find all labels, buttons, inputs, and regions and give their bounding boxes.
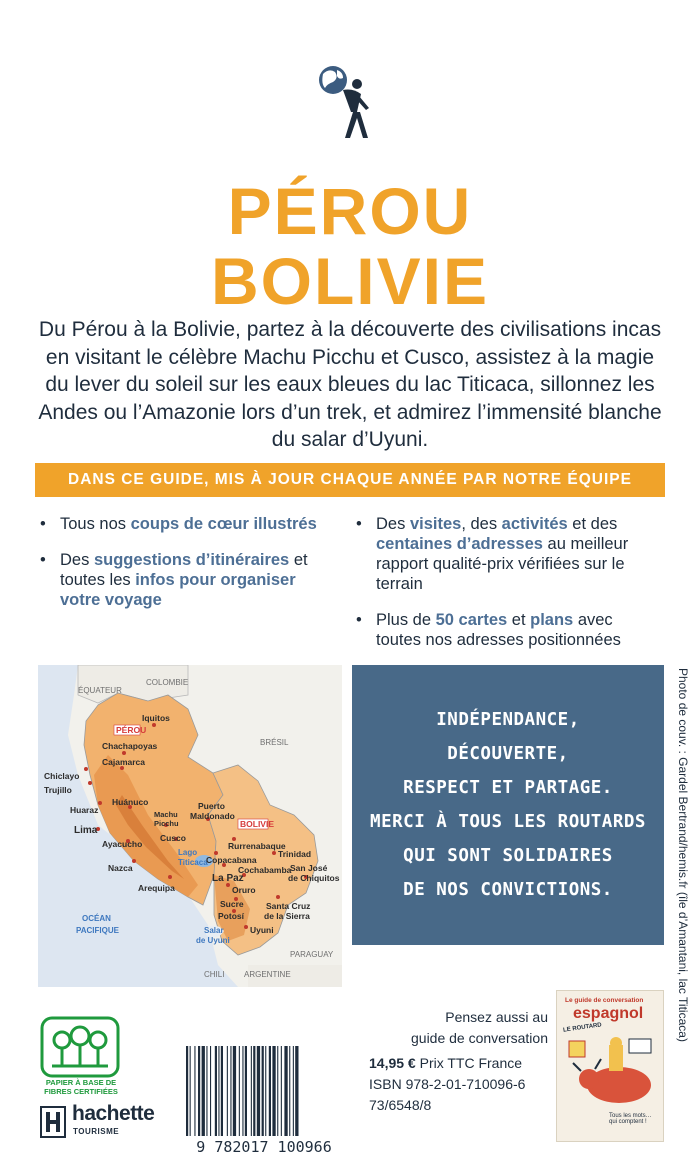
feature-text: , des	[461, 515, 502, 533]
product-code: 73/6548/8	[369, 1097, 432, 1113]
map-city-nazca: Nazca	[108, 863, 133, 873]
map-city-la-paz: La Paz	[212, 873, 244, 884]
feature-highlight: visites	[409, 515, 462, 533]
map-city-cajamarca: Cajamarca	[102, 757, 146, 767]
map-label-pacific: PACIFIQUE	[76, 926, 119, 935]
barcode-bar	[198, 1046, 200, 1136]
map-city-sierra: de la Sierra	[264, 911, 310, 921]
map-city-maldonado: Maldonado	[190, 811, 235, 821]
map-label-lago: Lago	[178, 848, 198, 857]
barcode-bar	[281, 1046, 282, 1136]
map-city-rurrenabaque: Rurrenabaque	[228, 841, 286, 851]
barcode-bar	[277, 1046, 278, 1136]
barcode-bar	[206, 1046, 207, 1136]
feature-highlight: 50 cartes	[435, 611, 508, 629]
map-city-cochabamba: Cochabamba	[238, 865, 292, 875]
barcode-bar	[293, 1046, 294, 1136]
map-svg	[38, 665, 342, 987]
map-city-trujillo: Trujillo	[44, 785, 72, 795]
values-line: DÉCOUVERTE,	[447, 744, 569, 764]
values-line: INDÉPENDANCE,	[436, 710, 580, 730]
map-city-machu: Machu	[154, 810, 178, 819]
features-right	[356, 514, 656, 666]
barcode-bar	[284, 1046, 287, 1136]
values-line: QUI SONT SOLIDAIRES	[403, 846, 613, 866]
guide-kicker: Le guide de conversation	[565, 997, 644, 1004]
guide-title: espagnol	[573, 1005, 644, 1022]
title-bolivia: BOLIVIE	[210, 244, 490, 318]
map-label-ecuador: ÉQUATEUR	[78, 686, 122, 695]
barcode-bar	[210, 1046, 211, 1136]
isbn-number: ISBN 978-2-01-710096-6	[369, 1076, 526, 1092]
map-city-chiquitos: de Chiquitos	[288, 873, 340, 883]
barcode-bar	[230, 1046, 231, 1136]
peru-bolivia-map	[38, 665, 342, 987]
intro-paragraph: Du Pérou à la Bolivie, partez à la découverte des civilisations incas en visitant le célèbre Machu Picchu et Cusco, assistez à la magie du lever du soleil sur les eaux bleues du lac Titicaca, sillonnez les Andes ou l’Amazonie lors d’un trek, et admirez l’immensité blanche du salar d’Uyuni.	[38, 318, 662, 451]
also-see-line1: Pensez aussi au	[445, 1009, 548, 1025]
map-city-iquitos: Iquitos	[142, 713, 170, 723]
barcode-bar	[218, 1046, 219, 1136]
isbn-barcode	[176, 1046, 352, 1158]
barcode-bar	[190, 1046, 191, 1136]
map-city-chachapoyas: Chachapoyas	[102, 741, 158, 751]
map-label-colombia: COLOMBIE	[146, 678, 189, 687]
feature-text: et des	[567, 515, 618, 533]
feature-text: Tous nos	[60, 515, 131, 533]
map-label-peru: PÉROU	[116, 725, 147, 735]
map-label-argentina: ARGENTINE	[244, 970, 291, 979]
map-city-sucre: Sucre	[220, 899, 244, 909]
barcode-bar	[269, 1046, 271, 1136]
barcode-bar	[233, 1046, 236, 1136]
barcode-bar	[239, 1046, 240, 1136]
barcode-bar	[242, 1046, 243, 1136]
map-city-cusco: Cusco	[160, 833, 186, 843]
map-city-huaraz: Huaraz	[70, 805, 99, 815]
values-line: RESPECT ET PARTAGE.	[403, 778, 613, 798]
map-city-chiclayo: Chiclayo	[44, 771, 80, 781]
values-line: MERCI À TOUS LES ROUTARDS	[370, 812, 646, 832]
barcode-bar	[227, 1046, 228, 1136]
map-city-lima: Lima	[74, 825, 98, 836]
barcode-bar	[251, 1046, 252, 1136]
publisher-sub: TOURISME	[73, 1127, 120, 1136]
map-city-uyuni: Uyuni	[250, 925, 274, 935]
feature-text: au meilleur rapport qualité-prix vérifiées sur le terrain	[376, 535, 629, 593]
map-label-ocean: OCÉAN	[82, 914, 111, 923]
feature-highlight: infos pour organiser votre voyage	[60, 571, 296, 609]
map-label-paraguay: PARAGUAY	[290, 950, 334, 959]
fsc-line2: FIBRES CERTIFIÉES	[44, 1087, 118, 1096]
map-label-brazil: BRÉSIL	[260, 738, 289, 747]
also-see	[380, 1007, 548, 1049]
map-city-copacabana: Copacabana	[206, 855, 257, 865]
barcode-bar	[202, 1046, 205, 1136]
fsc-line1: PAPIER À BASE DE	[45, 1078, 117, 1087]
map-label-uyuni-salar: de Uyuni	[196, 936, 230, 945]
map-city-trinidad: Trinidad	[278, 849, 312, 859]
feature-text: Des	[60, 551, 94, 569]
photo-credit-text: Photo de couv. : Gardel Bertrand/hemis.fr (île d’Amantani, lac Titicaca)	[676, 668, 690, 1042]
barcode-bar	[215, 1046, 217, 1136]
map-label-chile: CHILI	[204, 970, 225, 979]
feature-item	[40, 550, 340, 610]
map-label-salar: Salar	[204, 926, 224, 935]
barcode-bars	[176, 1046, 352, 1138]
features-left	[40, 514, 340, 626]
map-city-arequipa: Arequipa	[138, 883, 175, 893]
feature-highlight: plans	[530, 611, 574, 629]
feature-item	[356, 610, 656, 650]
map-city-santa-cruz: Santa Cruz	[266, 901, 311, 911]
barcode-bar	[253, 1046, 255, 1136]
barcode-bar	[245, 1046, 247, 1136]
price-block	[369, 1053, 525, 1116]
map-city-potosi: Potosí	[218, 911, 244, 921]
feature-text: avec toutes nos adresses positionnées	[376, 611, 621, 649]
guide-banner	[35, 463, 665, 497]
barcode-bar	[257, 1046, 260, 1136]
feature-item	[356, 514, 656, 594]
feature-highlight: activités	[501, 515, 568, 533]
barcode-bar	[265, 1046, 266, 1136]
map-city-ayacucho: Ayacucho	[102, 839, 143, 849]
price-line	[369, 1053, 525, 1074]
guide-illustration	[563, 1035, 659, 1109]
feature-text: et toutes les	[60, 551, 308, 589]
map-city-picchu: Picchu	[154, 819, 179, 828]
feature-highlight: suggestions d’itinéraires	[93, 551, 290, 569]
guide-tagline: Tous les mots… qui comptent !	[609, 1113, 652, 1125]
barcode-bar	[262, 1046, 264, 1136]
routard-logo	[313, 58, 383, 144]
title-peru: PÉROU	[227, 174, 473, 248]
barcode-bar	[186, 1046, 188, 1136]
values-line: DE NOS CONVICTIONS.	[403, 880, 613, 900]
feature-highlight: coups de cœur illustrés	[130, 515, 317, 533]
globe-traveler-icon	[313, 58, 383, 144]
fsc-caption	[40, 1078, 122, 1096]
hachette-logo	[40, 1102, 160, 1142]
barcode-bar	[289, 1046, 290, 1136]
also-see-line2: guide de conversation	[411, 1030, 548, 1046]
barcode-bar	[295, 1046, 298, 1136]
barcode-bar	[194, 1046, 195, 1136]
barcode-digits: 9 782017 100966	[196, 1138, 332, 1156]
map-label-titicaca: Titicaca	[178, 858, 208, 867]
map-city-puerto: Puerto	[198, 801, 225, 811]
publisher-name: hachette	[72, 1102, 155, 1125]
feature-text: Plus de	[376, 611, 436, 629]
price-amount: 14,95 €	[369, 1055, 416, 1071]
map-city-san-jose: San José	[290, 863, 328, 873]
values-panel	[352, 665, 664, 945]
feature-highlight: centaines d’adresses	[376, 535, 543, 553]
guide-brand: LE ROUTARD	[562, 1022, 603, 1034]
feature-text: et	[507, 611, 531, 629]
hachette-h-icon	[40, 1106, 66, 1138]
barcode-bar	[272, 1046, 275, 1136]
feature-text: Des	[376, 515, 410, 533]
map-label-bolivia: BOLIVIE	[240, 819, 275, 829]
map-city-huanuco: Huánuco	[112, 797, 149, 807]
conversation-guide-cover	[556, 990, 664, 1142]
price-label: Prix TTC France	[415, 1055, 523, 1071]
map-city-oruro: Oruro	[232, 885, 256, 895]
guide-banner-text: DANS CE GUIDE, MIS À JOUR CHAQUE ANNÉE PAR NOTRE ÉQUIPE	[68, 471, 632, 488]
feature-item	[40, 514, 340, 534]
barcode-bar	[221, 1046, 223, 1136]
